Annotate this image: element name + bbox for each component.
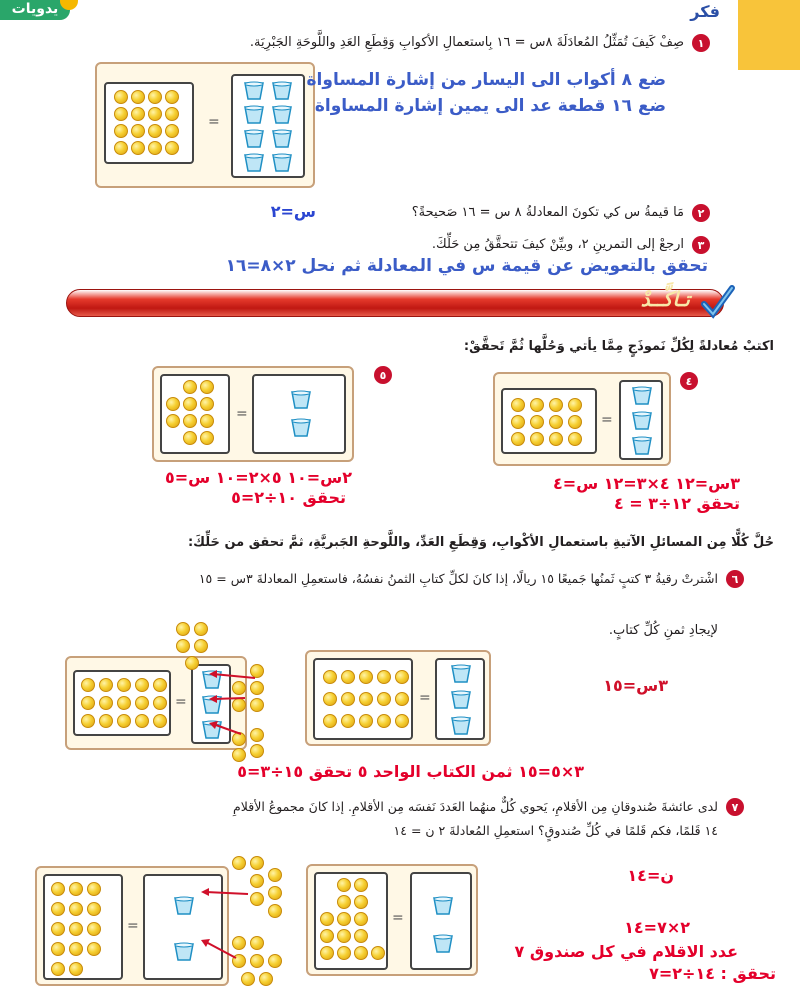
equals-sign: =	[392, 910, 404, 926]
equals-sign: =	[236, 406, 248, 422]
counter	[511, 398, 525, 412]
cups-side	[435, 658, 485, 740]
counter	[337, 929, 351, 943]
counter	[81, 696, 95, 710]
counter	[166, 397, 180, 411]
counter	[320, 929, 334, 943]
counter	[69, 902, 83, 916]
counter	[117, 678, 131, 692]
equation: ٣س=١٥	[603, 676, 668, 695]
counter	[166, 414, 180, 428]
counter	[87, 902, 101, 916]
counter	[337, 946, 351, 960]
counter	[131, 124, 145, 138]
counter	[51, 882, 65, 896]
counter	[148, 141, 162, 155]
counter	[114, 141, 128, 155]
counter	[359, 714, 373, 728]
cup-icon	[631, 436, 653, 456]
counter	[135, 678, 149, 692]
yellow-corner	[738, 0, 800, 70]
equals-sign: =	[419, 690, 431, 706]
arrow-icon	[196, 874, 256, 974]
question-number: ٢	[692, 204, 710, 222]
counter	[148, 107, 162, 121]
counter	[131, 90, 145, 104]
question-text: ١٤ قَلمًا، فكم قَلمًا في كُلِّ صُندوقٍ؟ استعمِلِ المُعادلةَ ٢ ن = ١٤	[393, 823, 718, 838]
counter	[268, 904, 282, 918]
counter	[87, 882, 101, 896]
counters-side	[43, 874, 123, 980]
counter	[549, 415, 563, 429]
counter	[200, 380, 214, 394]
instruction: حُلَّ كُلًّا مِن المسائلِ الآتيةِ باستعمالِ الأكْوابِ، وَقِطَعِ العَدِّ، واللَّوحةِ الجَبريَّةِ، ثمَّ تحقق من حَلِّكَ:	[187, 535, 774, 550]
counter	[359, 670, 373, 684]
counter	[69, 922, 83, 936]
instruction: اكتبْ مُعادلةً لِكُلِّ نَموذَجٍ مِمَّا يأتي وَحُلَّها ثُمَّ تَحقَّقْ:	[463, 339, 774, 354]
cup-icon	[271, 129, 293, 149]
counter	[320, 946, 334, 960]
cup-icon	[450, 664, 472, 684]
counter	[81, 678, 95, 692]
counter	[530, 398, 544, 412]
counter	[341, 670, 355, 684]
counter	[117, 714, 131, 728]
question-number: ٤	[680, 372, 698, 390]
counter	[87, 922, 101, 936]
question-text: ارجعْ إلى التمرينِ ٢، وبيِّنْ كيفَ تتحقَّقُ مِن حَلِّكَ.	[431, 237, 684, 252]
counter	[511, 415, 525, 429]
counter	[377, 670, 391, 684]
counter	[69, 882, 83, 896]
counter	[200, 431, 214, 445]
algebra-mat-q1	[95, 62, 315, 188]
counter	[135, 696, 149, 710]
cup-icon	[290, 390, 312, 410]
counter	[114, 90, 128, 104]
counter	[549, 398, 563, 412]
counter	[268, 886, 282, 900]
counter	[153, 714, 167, 728]
counter	[337, 912, 351, 926]
counter	[241, 972, 255, 986]
counter	[232, 856, 246, 870]
counter	[359, 692, 373, 706]
counter	[530, 415, 544, 429]
counter	[183, 380, 197, 394]
counters-side	[314, 872, 388, 970]
counter	[371, 946, 385, 960]
algebra-mat-q5	[152, 366, 354, 462]
question-text: لدى عائشةَ صُندوقانِ مِن الأقلامِ، يَحوي كُلٌّ منهُما العَددَ نَفسَه مِن الأقلامِ. إذا كانَ مجموعُ الأقلامِ	[233, 799, 718, 814]
cups-side	[619, 380, 663, 460]
counter	[148, 124, 162, 138]
counter	[99, 696, 113, 710]
answer-line: تحقق ١٢÷٣ = ٤	[613, 494, 740, 513]
question-text: مَا قيمةُ س كي تكونَ المعادلةُ ٨ س = ١٦ صَحيحةً؟	[411, 205, 684, 220]
counter	[176, 639, 190, 653]
counter	[51, 922, 65, 936]
counter	[135, 714, 149, 728]
counter	[200, 414, 214, 428]
question-number: ١	[692, 34, 710, 52]
algebra-mat-q4	[493, 372, 671, 466]
counter	[51, 962, 65, 976]
counter	[183, 431, 197, 445]
answer: ٣×٥=١٥ ثمن الكتاب الواحد ٥ تحقق ١٥÷٣=٥	[237, 762, 584, 781]
answer: تحقق بالتعويض عن قيمة س في المعادلة ثم نحل ٢×٨=١٦	[225, 256, 708, 276]
counter	[268, 954, 282, 968]
counter	[131, 107, 145, 121]
cup-icon	[173, 942, 195, 962]
counter	[268, 868, 282, 882]
counter	[354, 946, 368, 960]
answer-line: ٢س=١٠ ٥×٢=١٠ س=٥	[164, 468, 352, 487]
counter	[51, 942, 65, 956]
answer-line: ضع ٨ أكواب الى اليسار من إشارة المساواة	[306, 70, 666, 90]
counter	[549, 432, 563, 446]
cup-icon	[450, 690, 472, 710]
counter	[183, 397, 197, 411]
counter	[165, 90, 179, 104]
question-number: ٦	[726, 570, 744, 588]
equals-sign: =	[208, 114, 220, 130]
counter	[194, 622, 208, 636]
counter	[153, 696, 167, 710]
counter	[185, 656, 199, 670]
counter	[395, 670, 409, 684]
counter	[153, 678, 167, 692]
cup-icon	[432, 934, 454, 954]
counters-side	[313, 658, 413, 740]
cup-icon	[631, 411, 653, 431]
algebra-mat-q7	[306, 864, 478, 976]
cup-icon	[271, 81, 293, 101]
checkmark-icon	[698, 282, 738, 322]
counter	[323, 692, 337, 706]
counter	[87, 942, 101, 956]
counter	[323, 714, 337, 728]
answer: س=٢	[270, 202, 316, 221]
section-title: فكر	[690, 2, 720, 21]
counter	[148, 90, 162, 104]
answer-result: عدد الاقلام في كل صندوق ٧	[514, 942, 738, 961]
question-text: اشْترتْ رقيةُ ٣ كتبٍ ثَمنُها جَميعًا ١٥ ريالًا، إذا كانَ لكلِّ كتابِ الثمنُ نفسُهُ، فاستعمِلِ المعادلةَ ٣س = ١٥	[198, 571, 718, 586]
counter	[194, 639, 208, 653]
cup-icon	[173, 896, 195, 916]
equals-sign: =	[127, 918, 139, 934]
counters-side	[104, 82, 194, 164]
cup-icon	[450, 716, 472, 736]
counters-side	[73, 670, 171, 736]
cup-icon	[271, 153, 293, 173]
counter	[81, 714, 95, 728]
cups-side	[231, 74, 305, 178]
counter	[377, 692, 391, 706]
counter	[117, 696, 131, 710]
counter	[183, 414, 197, 428]
counter	[395, 714, 409, 728]
counter	[568, 432, 582, 446]
cups-side	[410, 872, 472, 970]
equals-sign: =	[601, 412, 613, 428]
counter	[320, 912, 334, 926]
counter	[259, 972, 273, 986]
question-number: ٣	[692, 236, 710, 254]
section-banner	[66, 289, 724, 317]
equation: ن=١٤	[627, 866, 674, 885]
answer-line: ٣س=١٢ ٤×٣=١٢ س=٤	[552, 474, 740, 493]
counter	[200, 397, 214, 411]
cup-icon	[631, 386, 653, 406]
counter	[511, 432, 525, 446]
answer-line: ضع ١٦ قطعة عد الى يمين إشارة المساواة	[314, 96, 666, 116]
counter	[114, 124, 128, 138]
cup-icon	[432, 896, 454, 916]
counter	[114, 107, 128, 121]
counter	[69, 962, 83, 976]
counter	[250, 744, 264, 758]
counter	[99, 714, 113, 728]
counter	[337, 895, 351, 909]
counter	[337, 878, 351, 892]
counter	[354, 895, 368, 909]
counters-side	[501, 388, 597, 454]
arrow-icon	[205, 668, 265, 738]
counter	[69, 942, 83, 956]
counter	[323, 670, 337, 684]
counter	[250, 856, 264, 870]
counter	[165, 124, 179, 138]
counter	[354, 912, 368, 926]
cups-side	[252, 374, 346, 454]
counter	[395, 692, 409, 706]
counter	[377, 714, 391, 728]
question-text: لإيجادِ ثمنِ كُلِّ كتابٍ.	[608, 623, 718, 638]
answer-step: ٢×٧=١٤	[624, 918, 690, 937]
cup-icon	[243, 105, 265, 125]
counter	[568, 415, 582, 429]
question-text: صِفْ كَيفَ تُمَثِّلُ المُعادَلَةَ ٨س = ١٦ بِاستعمالِ الأكوابِ وَقِطَعِ العَدِ واللَّوحَةِ الجَبْرِيَة.	[249, 35, 684, 50]
counter	[232, 748, 246, 762]
counter	[568, 398, 582, 412]
counter	[176, 622, 190, 636]
cup-icon	[271, 105, 293, 125]
cup-icon	[290, 418, 312, 438]
banner-title: تـاكَّــدْ	[640, 287, 690, 311]
counter	[99, 678, 113, 692]
counter	[354, 878, 368, 892]
counter	[165, 141, 179, 155]
question-number: ٥	[374, 366, 392, 384]
counter	[51, 902, 65, 916]
cup-icon	[243, 81, 265, 101]
counter	[341, 714, 355, 728]
counters-side	[160, 374, 230, 454]
counter	[354, 929, 368, 943]
tab-label: يدويات	[11, 1, 59, 17]
counter	[530, 432, 544, 446]
algebra-mat-q6	[305, 650, 491, 746]
cup-icon	[243, 129, 265, 149]
counter	[131, 141, 145, 155]
answer-line: تحقق ١٠÷٢=٥	[231, 488, 346, 507]
answer-check: تحقق : ١٤÷٢=٧	[649, 964, 776, 983]
cup-icon	[243, 153, 265, 173]
question-number: ٧	[726, 798, 744, 816]
counter	[165, 107, 179, 121]
counter	[341, 692, 355, 706]
equals-sign: =	[175, 694, 187, 710]
